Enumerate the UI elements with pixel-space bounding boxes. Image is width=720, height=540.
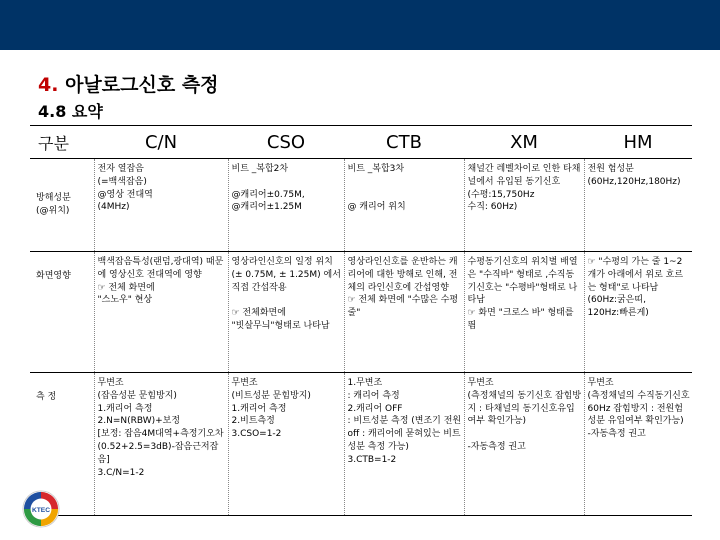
- table-cell: 백색잡음특성(랜덤,광대역) 때문에 영상신호 전대역에 영향 ☞ 전체 화면에 "스노우" 현상: [94, 252, 228, 373]
- table-cell: 무변조 (측정채널의 수직동기신호 60Hz 잡힘방지 : 전원험성분 유입여부 확인가능) -자동측정 권고: [584, 373, 692, 516]
- column-header-cn: C/N: [94, 126, 228, 159]
- table-row-measurement: [30, 373, 692, 516]
- column-header-cso: CSO: [228, 126, 344, 159]
- table-cell: 영상라인신호의 일정 위치 (± 0.75M, ± 1.25M) 에서 직접 간섭작용 ☞ 전체화면에 "빗살무늬"형태로 나타남: [228, 252, 344, 373]
- column-header-hm: HM: [584, 126, 692, 159]
- column-header-ctb: CTB: [344, 126, 464, 159]
- column-header-category: 구분: [30, 126, 94, 159]
- table-cell: 전원 험성분 (60Hz,120Hz,180Hz): [584, 159, 692, 252]
- table-cell: 무변조 (비트성분 문힘방지) 1.캐리어 측정 2.비트측정 3.CSO=1-2: [228, 373, 344, 516]
- table-cell: 비트 _복합3차 @ 캐리어 위치: [344, 159, 464, 252]
- summary-table: [30, 125, 692, 516]
- logo-text: KTEC: [31, 506, 51, 514]
- table-cell: 영상라인신호를 운반하는 캐리어에 대한 방해로 인해, 전체의 라인신호에 간섭영향 ☞ 전체 화면에 "수많은 수평줄": [344, 252, 464, 373]
- table-row-screen-effect: [30, 252, 692, 373]
- header-row: [30, 126, 692, 159]
- ktec-logo: [22, 490, 60, 528]
- table-cell: 비트 _복합2차 @캐리어±0.75M, @캐리어±1.25M: [228, 159, 344, 252]
- table-row-interference: [30, 159, 692, 252]
- row-label-measurement: 측 정: [30, 373, 94, 516]
- title-number: 4.: [38, 74, 59, 96]
- top-banner: [0, 0, 720, 50]
- row-label-screen-effect: 화면영향: [30, 252, 94, 373]
- table-cell: ☞ "수평의 가는 줄 1~2개가 아래에서 위로 흐르는 형태"로 나타남 (60Hz:굵은띠, 120Hz:빠른게): [584, 252, 692, 373]
- title-text: 아날로그신호 측정: [65, 74, 219, 96]
- table-cell: 채널간 레벨차이로 인한 타채널에서 유입된 동기신호 (수평:15,750Hz 수직: 60Hz): [464, 159, 584, 252]
- table-cell: 무변조 (측정채널의 동기신호 잡힘방지 : 타채널의 동기신호유입여부 확인가능) -자동측정 권고: [464, 373, 584, 516]
- page-title: [38, 70, 219, 97]
- table-cell: 수평동기신호의 위치별 배열은 "수직바" 형태로 ,수직동기신호는 "수평바"형태로 나타남 ☞ 화면 "크로스 바" 형태를 띔: [464, 252, 584, 373]
- section-subtitle: 4.8 요약: [38, 102, 103, 121]
- column-header-xm: XM: [464, 126, 584, 159]
- row-label-interference: 방해성분 (@위치): [30, 159, 94, 252]
- table-cell: 1.무변조 : 캐리어 측정 2.캐리어 OFF : 비트성분 측정 (변조기 전원 off : 캐리어에 묻혀있는 비트성분 측정 가능) 3.CTB=1-2: [344, 373, 464, 516]
- table-cell: 전자 열잡음 (=백색잡음) @영상 전대역 (4MHz): [94, 159, 228, 252]
- table-cell: 무변조 (잡음성분 문힘방지) 1.캐리어 측정 2.N=N(RBW)+보정 [보정: 잡음4M대역+측정기오차(0.52+2.5=3dB)-잡음근저잡음] 3.C/N=1-2: [94, 373, 228, 516]
